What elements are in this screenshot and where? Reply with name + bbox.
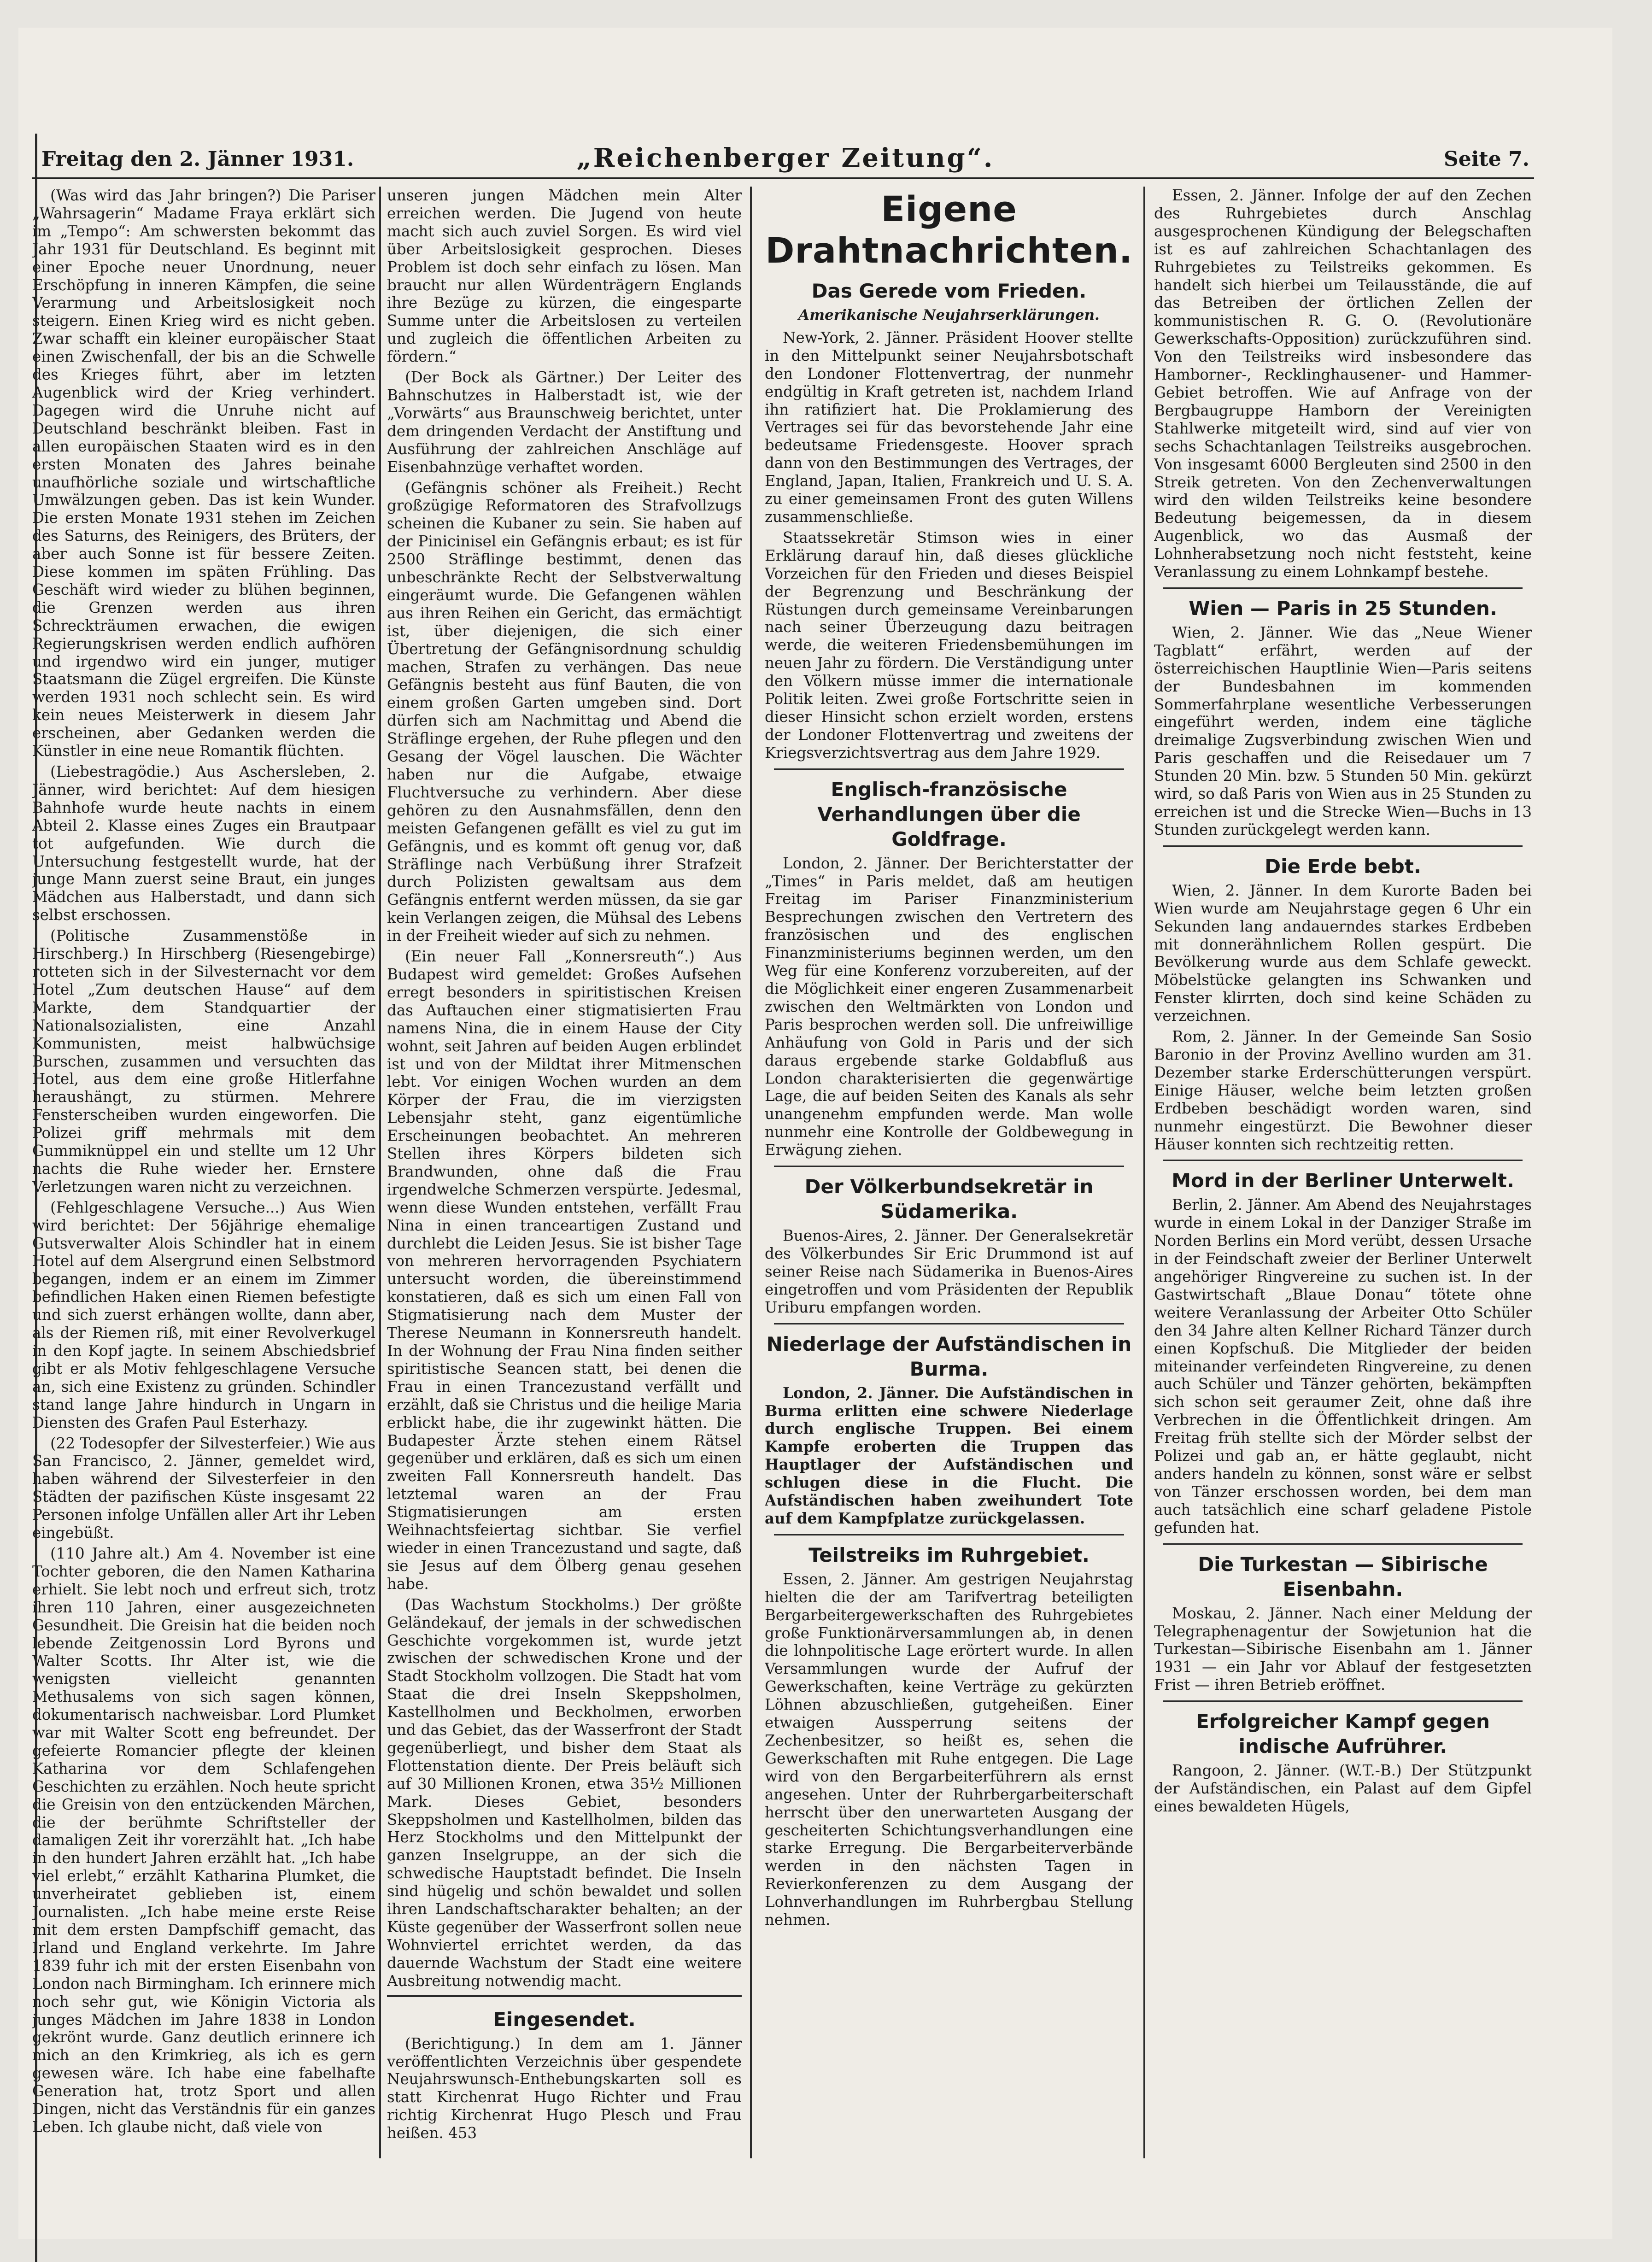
column-rule [379,187,381,2158]
article-london-gold: London, 2. Jänner. Der Berichterstatter der „Times“ in Paris meldet, daß am heutigen Freitag im Pariser Finanzministerium Besprechungen zwischen den Vertretern des französischen und des englischen Finanzministeriums beginnen werden, um den Weg für eine Konferenz vorzubereiten, auf der die Möglichkeit einer engeren Zusammenarbeit zwischen den Weltmärkten von London und Paris besprochen werden soll. Die unfreiwillige Anhäufung von Gold in Paris und der sich daraus ergebende starke Goldabfluß aus London charakterisierten die gegenwärtige Lage, die auf beiden Seiten des Kanals als sehr unangenehm empfunden werde. Man wolle nunmehr eine Kontrolle der Goldbewegung in Erwägung ziehen. [765,854,1133,1159]
article-essen: Essen, 2. Jänner. Am gestrigen Neujahrstag hielten die der am Tarifvertrag beteiligten Bergarbeitergewerkschaften des Ruhrgebietes große Funktionärversammlungen ab, in denen die lohnpolitische Lage erörtert wurde. In allen Versammlungen wurde der Aufruf der Gewerkschaften, keine Verträge zu gekürzten Löhnen abzuschließen, gutgeheißen. Einer etwaigen Aussperrung seitens der Zechenbesitzer, so heißt es, sehen die Gewerkschaften mit Ruhe entgegen. Die Lage wird von den Bergarbeiterführern als ernst angesehen. Unter der Ruhrbergarbeiterschaft herrscht über den unerwarteten Ausgang der gescheiterten Schichtungsverhandlungen eine starke Erregung. Die Bergarbeiterverbände werden in den nächsten Tagen in Revierkonferenzen zu dem Ausgang der Lohnverhandlungen im Ruhrbergbau Stellung nehmen. [765,1570,1133,1929]
column-1 [32,187,375,2204]
article-stockholm: (Das Wachstum Stockholms.) Der größte Geländekauf, der jemals in der schwedischen Geschichte vorgekommen ist, wurde jetzt zwischen der schwedischen Krone und der Stadt Stockholm vollzogen. Die Stadt hat vom Staat die drei Inseln Skeppsholmen, Kastellholmen und Beckholmen, erworben und das Gebiet, das der Wasserfront der Stadt gegenüberliegt, und bisher dem Staat als Flottenstation diente. Der Preis beläuft sich auf 30 Millionen Kronen, etwa 35½ Millionen Mark. Dieses Gebiet, besonders Skeppsholmen und Kastellholmen, bilden das Herz Stockholms und den Mittelpunkt der ganzen Inselgruppe, an der sich die schwedische Hauptstadt befindet. Die Inseln sind hügelig und schön bewaldet und sollen ihren Landschaftscharakter behalten; an der Küste gegenüber der Wasserfront sollen neue Wohnviertel errichtet werden, da das dauernde Wachstum der Stadt eine weitere Ausbreitung notwendig macht. [387,1595,742,1990]
article-new-york: New-York, 2. Jänner. Präsident Hoover stellte in den Mittelpunkt seiner Neujahrsbotschaft den Londoner Flottenvertrag, der nunmehr endgültig in Kraft getreten ist, nachdem Irland ihn ratifiziert hat. Die Proklamierung des Vertrages sei für das bevorstehende Jahr eine bedeutsame Friedensgeste. Hoover sprach dann von den Bestimmungen des Vertrages, der England, Japan, Italien, Frankreich und U. S. A. zu einer gemeinsamen Front des guten Willens zusammenschließe. [765,328,1133,526]
article-continuation: unseren jungen Mädchen mein Alter erreichen werden. Die Jugend von heute macht sich auch zuviel Sorgen. Es wird viel über Arbeitslosigkeit gesprochen. Dieses Problem ist doch sehr einfach zu lösen. Man braucht nur allen Würdenträgern Englands ihre Bezüge zu kürzen, die eingesparte Summe unter die Arbeitslosen zu verteilen und zugleich die öffentlichen Arbeiten zu fördern.“ [387,187,742,366]
article-liebestragoedie: (Liebestragödie.) Aus Aschersleben, 2. Jänner, wird berichtet: Auf dem hiesigen Bahnhofe wurde heute nachts in einem Abteil 2. Klasse eines Zuges ein Brautpaar tot aufgefunden. Wie durch die Untersuchung festgestellt wurde, hat der junge Mann zuerst seine Braut, ein junges Mädchen aus Halberstadt, und dann sich selbst erschossen. [32,763,375,924]
article-baden: Wien, 2. Jänner. In dem Kurorte Baden bei Wien wurde am Neujahrstage gegen 6 Uhr ein Sekunden lang andauerndes starkes Erdbeben mit donnerähnlichem Rollen gespürt. Die Bevölkerung wurde aus dem Schlafe geweckt. Möbelstücke gelangten ins Schwanken und Fenster klirrten, doch sind keine Schäden zu verzeichnen. [1154,881,1532,1025]
article-110-jahre: (110 Jahre alt.) Am 4. November ist eine Tochter geboren, die den Namen Katharina erhielt. Sie lebt noch und erfreut sich, trotz ihren 110 Jahren, einer ausgezeichneten Gesundheit. Die Greisin hat die beiden noch lebende Zeitgenossin Lord Byrons und Walter Scotts. Ihr Alter ist, wie die wenigsten vielleicht genannten Methusalems von sich sagen können, dokumentarisch nachweisbar. Lord Plumket war mit Walter Scott eng befreundet. Der gefeierte Romancier pflegte der kleinen Katharina vor dem Schlafengehen Geschichten zu erzählen. Noch heute spricht die Greisin von den entzückenden Märchen, die der berühmte Schriftsteller der damaligen Zeit ihr vorerzählt hat. „Ich habe in den hundert Jahren erzählt hat. „Ich habe viel erlebt,“ erzählt Katharina Plumket, die unverheiratet geblieben ist, einem Journalisten. „Ich habe meine erste Reise mit dem ersten Dampfschiff gemacht, das Irland und England verkehrte. Im Jahre 1839 fuhr ich mit der ersten Eisenbahn von London nach Birmingham. Ich erinnere mich noch sehr gut, wie Königin Victoria als junges Mädchen im Jahre 1838 in London gekrönt wurde. Ganz deutlich erinnere ich mich an den Krimkrieg, als ich es gern gewesen wäre. Ich habe eine fabelhafte Generation hat, trotz Sport und allen Dingen, nicht das Verständnis für ein ganzes Leben. Ich glaube nicht, daß viele von [32,1544,375,2136]
column-rule [1143,187,1145,2158]
separator [774,1166,1124,1167]
article-gefaengnis: (Gefängnis schöner als Freiheit.) Recht großzügige Reformatoren des Strafvollzugs scheinen die Kubaner zu sein. Sie haben auf der Pinicinisel ein Gefängnis erbaut; es ist für 2500 Sträflinge bestimmt, denen das unbeschränkte Recht der Selbstverwaltung eingeräumt wurde. Die Gefangenen wählen aus ihren Reihen ein Gericht, das ermächtigt ist, über diejenigen, die sich einer Übertretung der Gefängnisordnung schuldig machen, Strafen zu verhängen. Das neue Gefängnis besteht aus fünf Bauten, die von einem großen Garten umgeben sind. Dort dürfen sich am Nachmittag und Abend die Sträflinge ergehen, der Ruhe pflegen und den Gesang der Vögel lauschen. Die Wächter haben nur die Aufgabe, etwaige Fluchtversuche zu verhindern. Aber diese gehören zu den Ausnahmsfällen, denn den meisten Gefangenen gefällt es viel zu gut im Gefängnis, und es kommt oft genug vor, daß Sträflinge nach Verbüßung ihrer Strafzeit durch Polizisten gewaltsam aus dem Gefängnis entfernt werden müssen, da sie gar kein Verlangen zeigen, die Mühsal des Lebens in der Freiheit wieder auf sich zu nehmen. [387,479,742,945]
headline-indische-aufruehrer: Erfolgreicher Kampf gegen indische Aufrührer. [1196,1710,1490,1758]
eingesendet-title: Eingesendet. [493,2008,636,2031]
article-rangoon: Rangoon, 2. Jänner. (W.T.-B.) Der Stützpunkt der Aufständischen, ein Palast auf dem Gipfel eines bewaldeten Hügels, [1154,1762,1532,1815]
headline-erde-bebt: Die Erde bebt. [1265,855,1421,878]
column-2 [387,187,742,2204]
article-fehlgeschlagen: (Fehlgeschlagene Versuche...) Aus Wien wird berichtet: Der 56jährige ehemalige Gutsverwalter Alois Schindler hat in einem Hotel auf dem Alsergrund einen Selbstmord begangen, indem er an einem im Zimmer befindlichen Haken einen Riemen befestigte und sich zuerst erhängen wollte, dann aber, als der Riemen riß, mit einer Revolverkugel in den Kopf jagte. In seinem Abschiedsbrief gibt er als Motiv fehlgeschlagene Versuche an, sich eine Existenz zu gründen. Schindler stand lange Jahre hindurch in Ungarn in Diensten des Grafen Paul Esterhazy. [32,1198,375,1431]
headline-berlin-mord: Mord in der Berliner Unterwelt. [1172,1169,1514,1192]
page-number: Seite 7. [1443,147,1529,171]
section-title-drahtnachrichten: Eigene Drahtnachrichten. [765,188,1133,271]
article-stimson: Staatssekretär Stimson wies in einer Erklärung darauf hin, daß dieses glückliche Vorzeichen für den Frieden und dieses Beispiel der Begrenzung und Beschränkung der Rüstungen durch gemeinsame Vereinbarungen nach seiner Überzeugung dazu beitragen werde, die weiteren Friedensbemühungen im neuen Jahr zu fördern. Die Verständigung unter den Völkern müsse immer die internationale Politik leiten. Zwei große Fortschritte seien in dieser Hinsicht schon erzielt worden, erstens der Londoner Flottenvertrag und zweitens der Kriegsverzichtsvertrag aus dem Jahre 1929. [765,528,1133,762]
article-essen-teilstreiks: Essen, 2. Jänner. Infolge der auf den Zechen des Ruhrgebietes durch Anschlag ausgesprochenen Kündigung der Belegschaften ist es auf zahlreichen Schachtanlagen des Ruhrgebietes zu Teilstreiks gekommen. Es handelt sich hierbei um Teilausstände, die auf das Betreiben der örtlichen Zellen der kommunistischen R. G. O. (Revolutionäre Gewerkschafts-Opposition) zurückzuführen sind. Von den Teilstreiks wird insbesondere das Hamborner-, Recklinghausener- und Hammer-Gebiet betroffen. Wie auf Anfrage von der Bergbaugruppe Hamborn der Vereinigten Stahlwerke mitgeteilt wird, sind auf vier von sechs Schachtanlagen Teilstreiks ausgebrochen. Von insgesamt 6000 Bergleuten sind 2500 in den Streik getreten. Von den Zechenverwaltungen wird den wilden Teilstreiks keine besondere Bedeutung beigemessen, da in diesem Augenblick, wo das Ausmaß der Lohnherabsetzung noch nicht feststeht, keine Veranlassung zu einem Lohnkampf bestehe. [1154,187,1532,581]
article-wien-paris: Wien, 2. Jänner. Wie das „Neue Wiener Tagblatt“ erfährt, werden auf der österreichischen Hauptlinie Wien—Paris seitens der Bundesbahnen im kommenden Sommerfahrplane wesentliche Verbesserungen eingeführt werden, indem eine tägliche dreimalige Zugsverbindung zwischen Wien und Paris geschaffen und die Reisedauer um 7 Stunden 20 Min. bzw. 5 Stunden 50 Min. gekürzt wird, so daß Paris von Wien aus in 25 Stunden zu erreichen ist und die Strecke Wien—Buchs in 13 Stunden zurückgelegt werden kann. [1154,623,1532,838]
article-moskau: Moskau, 2. Jänner. Nach einer Meldung der Telegraphenagentur der Sowjetunion hat die Turkestan—Sibirische Eisenbahn am 1. Jänner 1931 — ein Jahr vor Ablauf der festgesetzten Frist — ihren Betrieb eröffnet. [1154,1604,1532,1694]
article-todesopfer: (22 Todesopfer der Silvesterfeier.) Wie aus San Francisco, 2. Jänner, gemeldet wird, haben während der Silvesterfeier in den Städten der pazifischen Küste insgesamt 22 Personen infolge Unfällen aller Art ihr Leben eingebüßt. [32,1434,375,1542]
headline-wien-paris: Wien — Paris in 25 Stunden. [1189,597,1497,620]
article-burma: London, 2. Jänner. Die Aufständischen in Burma erlitten eine schwere Niederlage durch englische Truppen. Bei einem Kampfe eroberten die Truppen das Hauptlager der Aufständischen und schlugen diese in die Flucht. Die Aufständischen haben zweihundert Tote auf dem Kampfplatze zurückgelassen. [765,1383,1133,1527]
article-rom: Rom, 2. Jänner. In der Gemeinde San Sosio Baronio in der Provinz Avellino wurden am 31. Dezember starke Erderschütterungen verspürt. Einige Häuser, welche beim letzten großen Erdbeben beschädigt worden waren, sind nunmehr eingestürzt. Die Bewohner dieser Häuser konnten sich rechtzeitig retten. [1154,1028,1532,1153]
article-bock-gaertner: (Der Bock als Gärtner.) Der Leiter des Bahnschutzes in Halberstadt ist, wie der „Vorwärts“ aus Braunschweig berichtet, unter dem dringenden Verdacht der Anstiftung und Ausführung der zahlreichen Anschläge auf Eisenbahnzüge verhaftet worden. [387,369,742,476]
headline-burma: Niederlage der Aufständischen in Burma. [766,1332,1132,1380]
eingesendet-section [387,1995,742,2142]
separator [1163,1160,1523,1161]
page-header [41,138,1529,175]
eingesendet-text: (Berichtigung.) In dem am 1. Jänner veröffentlichten Verzeichnis über gespendete Neujahrswunsch-Enthebungskarten soll es statt Kirchenrat Hugo Richter und Frau richtig Kirchenrat Hugo Plesch und Frau heißen. 453 [387,2034,742,2142]
separator [1163,587,1523,589]
column-3 [765,187,1133,2204]
article-berlin: Berlin, 2. Jänner. Am Abend des Neujahrstages wurde in einem Lokal in der Danziger Straße im Norden Berlins ein Mord verübt, dessen Ursache in der Feindschaft zweier der Berliner Unterwelt angehöriger Ringvereine zu suchen ist. In der Gastwirtschaft „Blaue Donau“ tötete ohne weitere Veranlassung der Arbeiter Otto Schüler den 34 Jahre alten Kellner Richard Tänzer durch einen Kopfschuß. Die Mitglieder der beiden miteinander verfeindeten Ringvereine, zu denen auch Schüler und Tänzer gehörten, bekämpften sich schon seit geraumer Zeit, ohne daß ihre Verbrechen in die Öffentlichkeit dringen. Am Freitag früh stellte sich der Mörder selbst der Polizei und gab an, er hätte geglaubt, nicht anders handeln zu können, sonst wäre er selbst von Tänzer erschossen worden, bei dem man auch tatsächlich eine scharf geladene Pistole gefunden hat. [1154,1196,1532,1536]
header-rule [32,177,1534,179]
article-konnersreuth: (Ein neuer Fall „Konnersreuth“.) Aus Budapest wird gemeldet: Großes Aufsehen erregt besonders in spiritistischen Kreisen das Auftauchen einer stigmatisierten Frau namens Nina, die in einem Hause der City wohnt, seit Jahren auf beiden Augen erblindet ist und von der Mildtat ihrer Mitmenschen lebt. Vor einigen Wochen wurden an dem Körper der Frau, die im vierzigsten Lebensjahr steht, ganz eigentümliche Erscheinungen beobachtet. An mehreren Stellen ihres Körpers bildeten sich Brandwunden, ohne daß die Frau irgendwelche Schmerzen verspürte. Jedesmal, wenn diese Wunden entstehen, verfällt Frau Nina in einen tranceartigen Zustand und durchlebt die Leiden Jesus. Sie ist bisher Tage von mehreren hervorragenden Psychiatern untersucht worden, die übereinstimmend konstatieren, daß es sich um einen Fall von Stigmatisierung nach dem Muster der Therese Neumann in Konnersreuth handelt. In der Wohnung der Frau Nina finden seither spiritistische Seancen statt, bei denen die Frau in einen Trancezustand verfällt und erzählt, daß sie Christus und die heilige Maria erblickt habe, die ihr zugewinkt hätten. Die Budapester Ärzte stehen einem Rätsel gegenüber und erklären, daß es sich um einen zweiten Fall Konnersreuth handelt. Das letztemal waren an der Frau Stigmatisierungen am ersten Weihnachtsfeiertag sichtbar. Sie verfiel wieder in einen Trancezustand und sagte, daß sie Jesus auf dem Ölberg genau gesehen habe. [387,948,742,1593]
column-rule [750,187,752,2158]
subheadline-neujahr: Amerikanische Neujahrserklärungen. [798,307,1100,323]
separator [774,1323,1124,1324]
masthead: „Reichenberger Zeitung“. [576,143,995,173]
headline-ruhrgebiet: Teilstreiks im Ruhrgebiet. [808,1543,1090,1566]
separator [1163,845,1523,847]
headline-turkestan: Die Turkestan — Sibirische Eisenbahn. [1198,1553,1488,1600]
article-jahr-bringen: (Was wird das Jahr bringen?) Die Pariser „Wahrsagerin“ Madame Fraya erklärt sich im „Tempo“: Am schwersten bekommt das Jahr 1931 für Deutschland. Es beginnt mit einer Epoche neuer Unordnung, neuer Erschöpfung in inneren Kämpfen, die seine Verarmung und Arbeitslosigkeit noch steigern. Einen Krieg wird es nicht geben. Zwar schafft ein kleiner europäischer Staat einen Zwischenfall, der bis an die Schwelle des Krieges führt, aber im letzten Augenblick wird der Krieg verhindert. Dagegen wird die Unruhe nicht auf Deutschland beschränkt bleiben. Fast in allen europäischen Staaten wird es in den ersten Monaten des Jahres beinahe unaufhörliche soziale und wirtschaftliche Umwälzungen geben. Das ist kein Wunder. Die ersten Monate 1931 stehen im Zeichen des Saturns, des Reinigers, des Brüters, der aber auch Sonne ist für bessere Zeiten. Diese kommen im späten Frühling. Das Geschäft wird wieder zu blühen beginnen, die Grenzen werden aus ihren Schreckträumen erwachen, die ewigen Regierungskrisen werden endlich aufhören und irgendwo wird ein junger, mutiger Staatsmann die Zügel ergreifen. Die Künste werden 1931 noch schlecht sein. Es wird kein neues Meisterwerk in diesem Jahr erscheinen, aber Gedanken werden die Künstler in eine neue Romantik flüchten. [32,187,375,760]
headline-voelkerbund: Der Völkerbundsekretär in Südamerika. [804,1175,1094,1223]
headline-frieden: Das Gerede vom Frieden. [811,280,1087,302]
separator [1163,1543,1523,1545]
header-date: Freitag den 2. Jänner 1931. [41,147,354,171]
separator [774,1534,1124,1535]
article-hirschberg: (Politische Zusammenstöße in Hirschberg.) In Hirschberg (Riesengebirge) rotteten sich in der Silvesternacht vor dem Hotel „Zum deutschen Hause“ auf dem Markte, dem Standquartier der Nationalsozialisten, eine Anzahl Kommunisten, meist halbwüchsige Burschen, zusammen und versuchten das Hotel, aus dem eine große Hitlerfahne heraushängt, zu stürmen. Mehrere Fensterscheiben wurden eingeworfen. Die Polizei griff mehrmals mit dem Gummiknüppel ein und stellte um 12 Uhr nachts die Ruhe wieder her. Ernstere Verletzungen waren nicht zu verzeichnen. [32,927,375,1195]
separator [1163,1700,1523,1702]
column-4 [1154,187,1532,2204]
article-buenos-aires: Buenos-Aires, 2. Jänner. Der Generalsekretär des Völkerbundes Sir Eric Drummond ist auf seiner Reise nach Südamerika in Buenos-Aires eingetroffen und vom Präsidenten der Republik Uriburu empfangen worden. [765,1227,1133,1316]
headline-goldfrage: Englisch-französische Verhandlungen über die Goldfrage. [817,778,1081,850]
separator [774,768,1124,770]
